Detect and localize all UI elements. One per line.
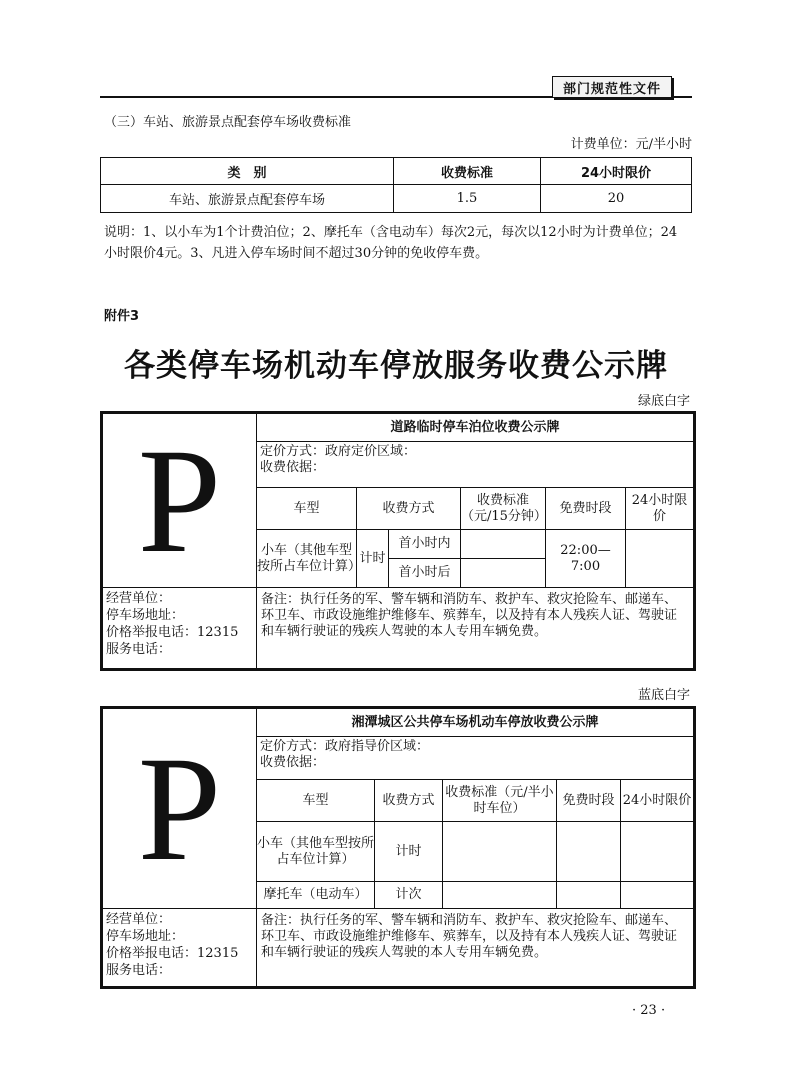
sign2-address: 停车场地址： (106, 929, 185, 944)
table-header-row (101, 158, 692, 185)
sign2-header-fee: 收费标准（元/半小时车位） (443, 780, 557, 822)
sign1-pricing-method: 定价方式：政府定价区域： (260, 444, 417, 459)
sign2-header-method: 收费方式 (375, 780, 443, 822)
sign1-title: 道路临时停车泊位收费公示牌 (257, 414, 694, 442)
document-type-badge: 部门规范性文件 (552, 76, 672, 98)
sign1-charge-method: 计时 (357, 530, 389, 588)
sign1-pricing-info (257, 442, 694, 488)
sign1-header-method: 收费方式 (357, 488, 461, 530)
sign1-color-note: 绿底白字 (637, 394, 690, 409)
sign2-operator-info (103, 909, 257, 987)
sign1-report-phone: 价格举报电话：12315 (106, 625, 239, 640)
parking-p-icon: P (103, 709, 257, 909)
header-category: 类 别 (101, 158, 394, 185)
sign1-basis: 收费依据： (260, 460, 326, 475)
sign2-method-car: 计时 (375, 822, 443, 882)
sign2-basis: 收费依据： (260, 755, 326, 770)
sign2-header-free: 免费时段 (557, 780, 621, 822)
sign2-service-phone: 服务电话： (106, 963, 172, 978)
cell-fee: 1.5 (394, 185, 541, 213)
sign1-fee-after (461, 559, 546, 588)
sign1-header-vehicle: 车型 (257, 488, 357, 530)
cell-category: 车站、旅游景点配套停车场 (101, 185, 394, 213)
sign2-header-cap: 24小时限价 (621, 780, 694, 822)
sign1-fee-first (461, 530, 546, 559)
sign2-free-car (557, 822, 621, 882)
sign2-free-moto (557, 882, 621, 909)
sign1-header-free: 免费时段 (546, 488, 626, 530)
sign2-title: 湘潭城区公共停车场机动车停放收费公示牌 (257, 709, 694, 737)
sign2-report-phone: 价格举报电话：12315 (106, 946, 239, 961)
sign1-sub-row-after: 首小时后 (389, 559, 461, 588)
sign2-remark: 备注：执行任务的军、警车辆和消防车、救护车、救灾抢险车、邮递车、环卫车、市政设施维护维修车、殡葬车，以及持有本人残疾人证、驾驶证和车辆行驶证的残疾人驾驶的本人专用车辆免费。 (257, 909, 694, 987)
sign2-header-vehicle: 车型 (257, 780, 375, 822)
sign1-service-phone: 服务电话： (106, 642, 172, 657)
sign2-cap-car (621, 822, 694, 882)
sign1-address: 停车场地址： (106, 608, 185, 623)
sign2-color-note: 蓝底白字 (637, 688, 690, 703)
sign1-header-fee: 收费标准（元/15分钟） (461, 488, 546, 530)
sign2-operator: 经营单位： (106, 912, 172, 927)
section-heading: （三）车站、旅游景点配套停车场收费标准 (104, 115, 352, 130)
sign1-header-cap: 24小时限价 (626, 488, 694, 530)
sign2-table (102, 708, 694, 987)
fee-unit: 计费单位：元/半小时 (570, 137, 692, 152)
sign1-remark: 备注：执行任务的军、警车辆和消防车、救护车、救灾抢险车、邮递车、环卫车、市政设施维护维修车、殡葬车，以及持有本人残疾人证、驾驶证和车辆行驶证的残疾人驾驶的本人专用车辆免费。 (257, 588, 694, 669)
sign2-vehicle-moto: 摩托车（电动车） (257, 882, 375, 909)
sign1-free-period: 22:00—7:00 (546, 530, 626, 588)
sign1-board (100, 411, 696, 671)
page-number: · 23 · (632, 1003, 666, 1018)
table-row (101, 185, 692, 213)
sign2-fee-moto (443, 882, 557, 909)
sign2-method-moto: 计次 (375, 882, 443, 909)
fee-standard-table (100, 157, 692, 213)
attachment-label: 附件3 (104, 309, 140, 324)
cell-daily-cap: 20 (541, 185, 692, 213)
sign1-vehicle: 小车（其他车型按所占车位计算） (257, 530, 357, 588)
sign1-table (102, 413, 694, 669)
sign1-operator-info (103, 588, 257, 669)
sign2-fee-car (443, 822, 557, 882)
sign2-board (100, 706, 696, 989)
sign1-cap-value (626, 530, 694, 588)
sign2-vehicle-car: 小车（其他车型按所占车位计算） (257, 822, 375, 882)
header-daily-cap: 24小时限价 (541, 158, 692, 185)
sign1-operator: 经营单位： (106, 591, 172, 606)
parking-p-icon: P (103, 414, 257, 588)
note-line-2: 小时限价4元。3、凡进入停车场时间不超过30分钟的免收停车费。 (104, 246, 489, 261)
page-title: 各类停车场机动车停放服务收费公示牌 (124, 348, 668, 384)
sign2-cap-moto (621, 882, 694, 909)
sign1-sub-row-first: 首小时内 (389, 530, 461, 559)
sign2-pricing-info (257, 737, 694, 780)
header-fee: 收费标准 (394, 158, 541, 185)
note-line-1: 说明：1、以小车为1个计费泊位；2、摩托车（含电动车）每次2元，每次以12小时为计费单位；24 (104, 225, 678, 240)
sign2-pricing-method: 定价方式：政府指导价区域： (260, 739, 430, 754)
